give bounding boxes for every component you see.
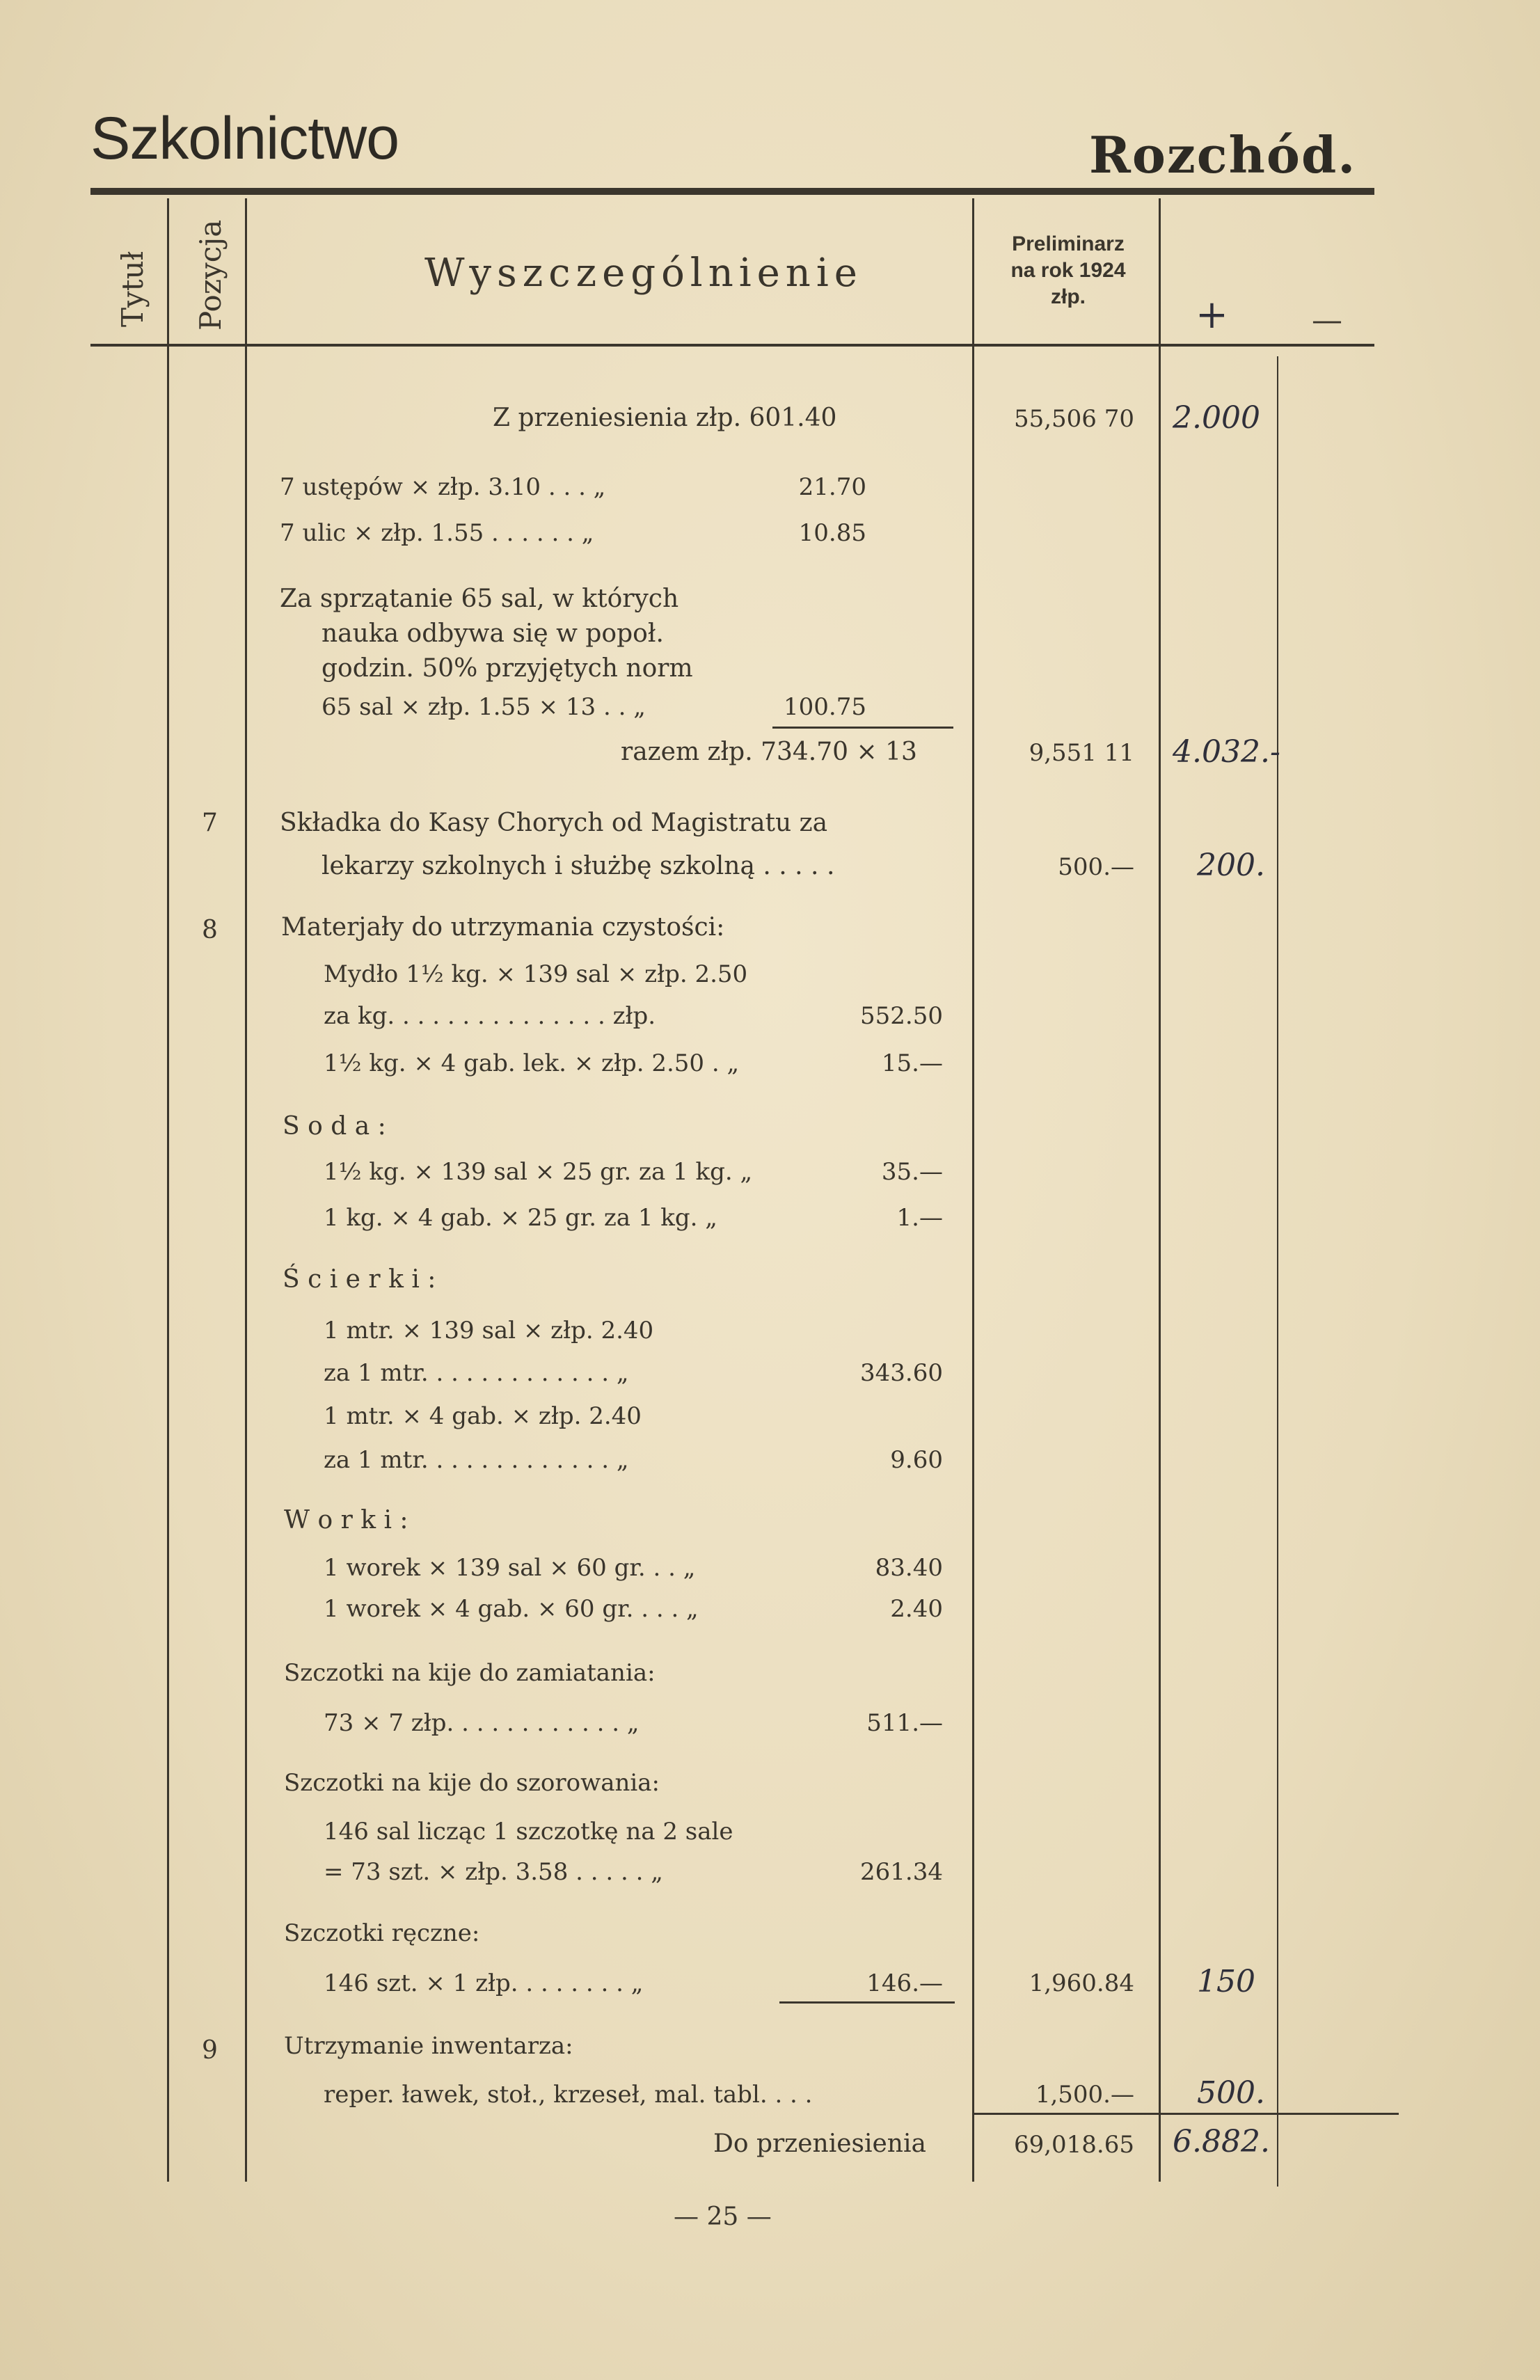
sprzatanie-line-3: godzin. 50% przyjętych norm [322, 654, 693, 683]
scierki-heading: Ś c i e r k i : [283, 1265, 436, 1294]
scierki-line-4-value: 9.60 [890, 1446, 943, 1474]
szczotki-zamiatanie-line: 73 × 7 złp. . . . . . . . . . . . „ [324, 1709, 640, 1737]
col-header-pozycja: Pozycja [193, 219, 228, 331]
sum-rule-1 [772, 727, 953, 729]
worki-heading: W o r k i : [284, 1506, 408, 1534]
soda-line-2: 1 kg. × 4 gab. × 25 gr. za 1 kg. „ [324, 1204, 717, 1232]
col-header-plus: + [1196, 292, 1228, 338]
pos-8-heading: Materjały do utrzymania czystości: [281, 913, 725, 942]
szczotki-szorowanie-line-1: 146 sal licząc 1 szczotkę na 2 sale [324, 1818, 733, 1846]
total-amount: 69,018.65 [1013, 2131, 1134, 2159]
pos-9-heading: Utrzymanie inwentarza: [284, 2032, 573, 2060]
col-header-tytul: Tytuł [116, 251, 150, 327]
pos-9-number: 9 [202, 2036, 218, 2065]
page-title: Szkolnictwo [90, 105, 399, 172]
col-line-desc [972, 198, 974, 2182]
scierki-line-4: za 1 mtr. . . . . . . . . . . . . „ [324, 1446, 629, 1474]
szczotki-szorowanie-value: 261.34 [860, 1858, 943, 1886]
mydlo-line-1: Mydło 1½ kg. × 139 sal × złp. 2.50 [324, 960, 748, 988]
worki-line-1-value: 83.40 [875, 1554, 943, 1582]
col-header-minus: — [1312, 303, 1342, 338]
szczotki-reczne-value: 146.— [866, 1969, 943, 1997]
col-line-pozycja [245, 198, 247, 2182]
szczotki-reczne-line: 146 szt. × 1 złp. . . . . . . . „ [324, 1969, 644, 1997]
razem-amount: 9,551 11 [1029, 739, 1134, 767]
mydlo-line-3: 1½ kg. × 4 gab. lek. × złp. 2.50 . „ [324, 1049, 740, 1077]
scierki-line-1: 1 mtr. × 139 sal × złp. 2.40 [324, 1317, 654, 1344]
carry-over-handwritten: 2.000 [1173, 400, 1260, 436]
szczotki-zamiatanie-value: 511.— [866, 1709, 943, 1737]
col-line-plus [1277, 356, 1278, 2187]
szczotki-szorowanie-heading: Szczotki na kije do szorowania: [284, 1769, 660, 1797]
section-label-expenses: Rozchód. [1089, 125, 1357, 184]
scierki-line-2-value: 343.60 [860, 1359, 943, 1387]
ustepy-line: 7 ustępów × złp. 3.10 . . . „ [280, 473, 606, 501]
pos-8-handwritten: 150 [1197, 1964, 1255, 1999]
header-rule-bottom [90, 344, 1374, 347]
sprzatanie-value: 100.75 [784, 693, 866, 721]
szczotki-zamiatanie-heading: Szczotki na kije do zamiatania: [284, 1659, 656, 1687]
pos-8-amount: 1,960.84 [1029, 1969, 1134, 1997]
prelim-line-3: złp. [1051, 285, 1086, 308]
sprzatanie-line-1: Za sprzątanie 65 sal, w których [280, 585, 679, 613]
pos-7-handwritten: 200. [1197, 848, 1265, 883]
mydlo-line-3-value: 15.— [881, 1049, 943, 1077]
soda-line-1: 1½ kg. × 139 sal × 25 gr. za 1 kg. „ [324, 1158, 753, 1186]
pos-9-line-1: reper. ławek, stoł., krzeseł, mal. tabl. . . . [324, 2081, 813, 2109]
col-header-wyszczegolnienie: Wyszczególnienie [424, 251, 863, 296]
mydlo-line-2-value: 552.50 [860, 1002, 943, 1030]
mydlo-line-2: za kg. . . . . . . . . . . . . . . złp. [324, 1002, 656, 1030]
ulic-value: 10.85 [798, 519, 866, 547]
sprzatanie-line-4: 65 sal × złp. 1.55 × 13 . . „ [322, 693, 646, 721]
total-label: Do przeniesienia [713, 2129, 926, 2158]
col-header-preliminarz [978, 231, 1159, 310]
total-rule [974, 2113, 1399, 2115]
page-number: — 25 — [674, 2203, 772, 2231]
prelim-line-1: Preliminarz [1012, 232, 1125, 255]
sprzatanie-line-2: nauka odbywa się w popoł. [322, 619, 664, 648]
worki-line-2: 1 worek × 4 gab. × 60 gr. . . . „ [324, 1595, 699, 1623]
razem-label: razem złp. 734.70 × 13 [621, 738, 917, 766]
ustepy-value: 21.70 [798, 473, 866, 501]
pos-8-number: 8 [202, 916, 218, 944]
pos-9-amount: 1,500.— [1035, 2081, 1134, 2109]
ulic-line: 7 ulic × złp. 1.55 . . . . . . „ [280, 519, 594, 547]
pos-7-amount: 500.— [1058, 853, 1134, 881]
scierki-line-3: 1 mtr. × 4 gab. × złp. 2.40 [324, 1402, 642, 1430]
total-handwritten: 6.882. [1173, 2124, 1270, 2159]
carry-over-label: Z przeniesienia złp. 601.40 [493, 404, 837, 432]
worki-line-2-value: 2.40 [890, 1595, 943, 1623]
soda-heading: S o d a : [283, 1112, 386, 1141]
col-line-tytul [167, 198, 169, 2182]
soda-line-2-value: 1.— [896, 1204, 943, 1232]
col-line-prelim [1159, 198, 1161, 2182]
sum-rule-2 [779, 2001, 955, 2004]
scierki-line-2: za 1 mtr. . . . . . . . . . . . . „ [324, 1359, 629, 1387]
carry-over-amount: 55,506 70 [1013, 405, 1134, 433]
header-rule-thick [90, 188, 1374, 195]
pos-7-number: 7 [202, 809, 218, 837]
pos-7-line-1: Składka do Kasy Chorych od Magistratu za [280, 809, 828, 837]
worki-line-1: 1 worek × 139 sal × 60 gr. . . „ [324, 1554, 696, 1582]
pos-9-handwritten: 500. [1197, 2075, 1265, 2111]
pos-7-line-2: lekarzy szkolnych i służbę szkolną . . . . . [322, 852, 835, 880]
razem-handwritten: 4.032.- [1173, 734, 1280, 770]
soda-line-1-value: 35.— [881, 1158, 943, 1186]
szczotki-reczne-heading: Szczotki ręczne: [284, 1919, 480, 1947]
prelim-line-2: na rok 1924 [1010, 259, 1126, 282]
szczotki-szorowanie-line-2: = 73 szt. × złp. 3.58 . . . . . „ [324, 1858, 663, 1886]
